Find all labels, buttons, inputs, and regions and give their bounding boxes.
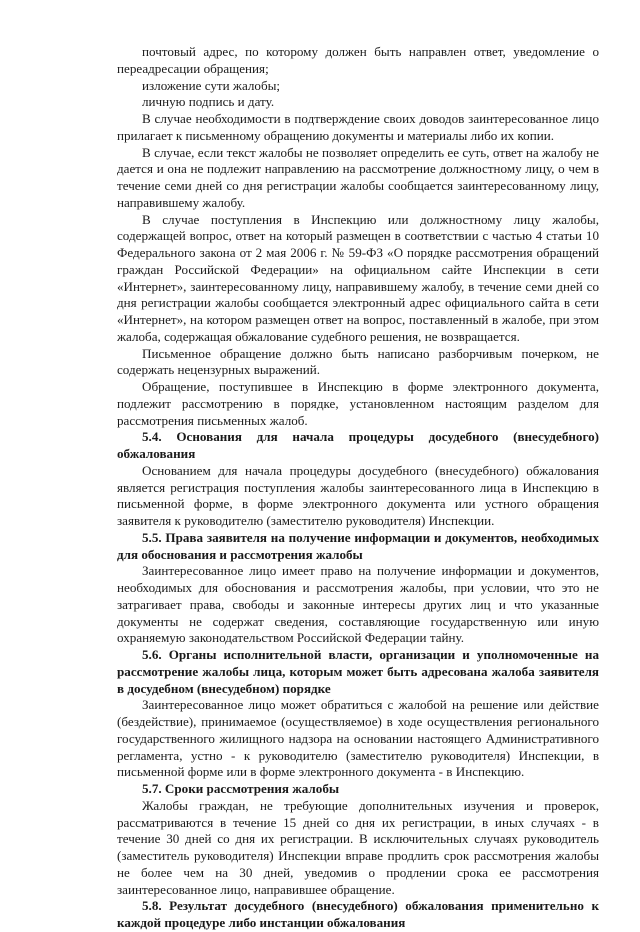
paragraph: В случае необходимости в подтверждение своих доводов заинтересованное лицо прилагает к письменному обращению документы и материалы либо их копии. <box>117 111 599 143</box>
paragraph: В случае, если текст жалобы не позволяет определить ее суть, ответ на жалобу не дается и она не подлежит направлению на рассмотрение должностному лицу, о чем в течение семи дней со дня регистрации жалобы сообщается заинтересованному лицу, направившему жалобу. <box>117 144 599 210</box>
section-heading: 5.5. Права заявителя на получение информации и документов, необходимых для обоснования и рассмотрения жалобы <box>117 529 599 562</box>
paragraph: Обращение, поступившее в Инспекцию в форме электронного документа, подлежит рассмотрению в порядке, установленном настоящим разделом для рассмотрения письменных жалоб. <box>117 379 599 428</box>
paragraph: Жалобы граждан, не требующие дополнительных изучения и проверок, рассматриваются в течение 15 дней со дня их регистрации, в иных случаях - в течение 30 дней со дня их регистрации. В исключительных случаях руководитель (заместитель руководителя) Инспекции вправе продлить срок рассмотрения жалобы не более чем на 30 дней, уведомив о продлении срока ее рассмотрения заинтересованное лицо, направившее обращение. <box>117 797 599 897</box>
section-heading: 5.4. Основания для начала процедуры досудебного (внесудебного) обжалования <box>117 429 599 461</box>
section-heading: 5.6. Органы исполнительной власти, организации и уполномоченные на рассмотрение жалобы лица, которым может быть адресована жалоба заявителя в досудебном (внесудебном) порядке <box>117 647 599 696</box>
paragraph: личную подпись и дату. <box>142 94 275 110</box>
section-heading: 5.8. Результат досудебного (внесудебного) обжалования применительно к каждой процедуре либо инстанции обжалования <box>117 898 599 930</box>
paragraph: Письменное обращение должно быть написано разборчивым почерком, не содержать нецензурных выражений. <box>117 345 599 378</box>
paragraph: В случае поступления в Инспекцию или должностному лицу жалобы, содержащей вопрос, ответ на который размещен в соответствии с частью 4 статьи 10 Федерального закона от 2 мая 2006 г. № 59-ФЗ «О порядке рассмотрения обращений граждан Российской Федерации» на официальном сайте Инспекции в сети «Интернет», заинтересованному лицу, направившему жалобу, в течение семи дней со дня регистрации жалобы сообщается электронный адрес официального сайта в сети «Интернет», на котором размещен ответ на вопрос, поставленный в жалобе, при этом жалоба, содержащая обжалование судебного решения, не возвращается. <box>117 211 599 344</box>
paragraph: Заинтересованное лицо может обратиться с жалобой на решение или действие (бездействие), принимаемое (осуществляемое) в ходе осуществления регионального государственного жилищного надзора на основании настоящего Административного регламента, устно - к руководителю (заместителю руководителя) Инспекции, в письменной форме или в форме электронного документа - в Инспекцию. <box>117 697 599 780</box>
paragraph: изложение сути жалобы; <box>142 77 281 93</box>
paragraph: почтовый адрес, по которому должен быть направлен ответ, уведомление о переадресации обращения; <box>117 44 599 76</box>
paragraph: Основанием для начала процедуры досудебного (внесудебного) обжалования является регистрация поступления жалобы заинтересованного лица в Инспекцию в письменной форме, в форме электронного документа или устного обращения заявителя к руководителю (заместителю руководителя) Инспекции. <box>117 462 599 528</box>
paragraph: Заинтересованное лицо имеет право на получение информации и документов, необходимых для обоснования и рассмотрения жалобы, при условии, что это не затрагивает права, свободы и законные интересы других лиц и что указанные документы не содержат сведения, составляющие государственную или иную охраняемую законодательством Российской Федерации тайну. <box>117 563 599 646</box>
section-heading: 5.7. Сроки рассмотрения жалобы <box>142 781 340 796</box>
